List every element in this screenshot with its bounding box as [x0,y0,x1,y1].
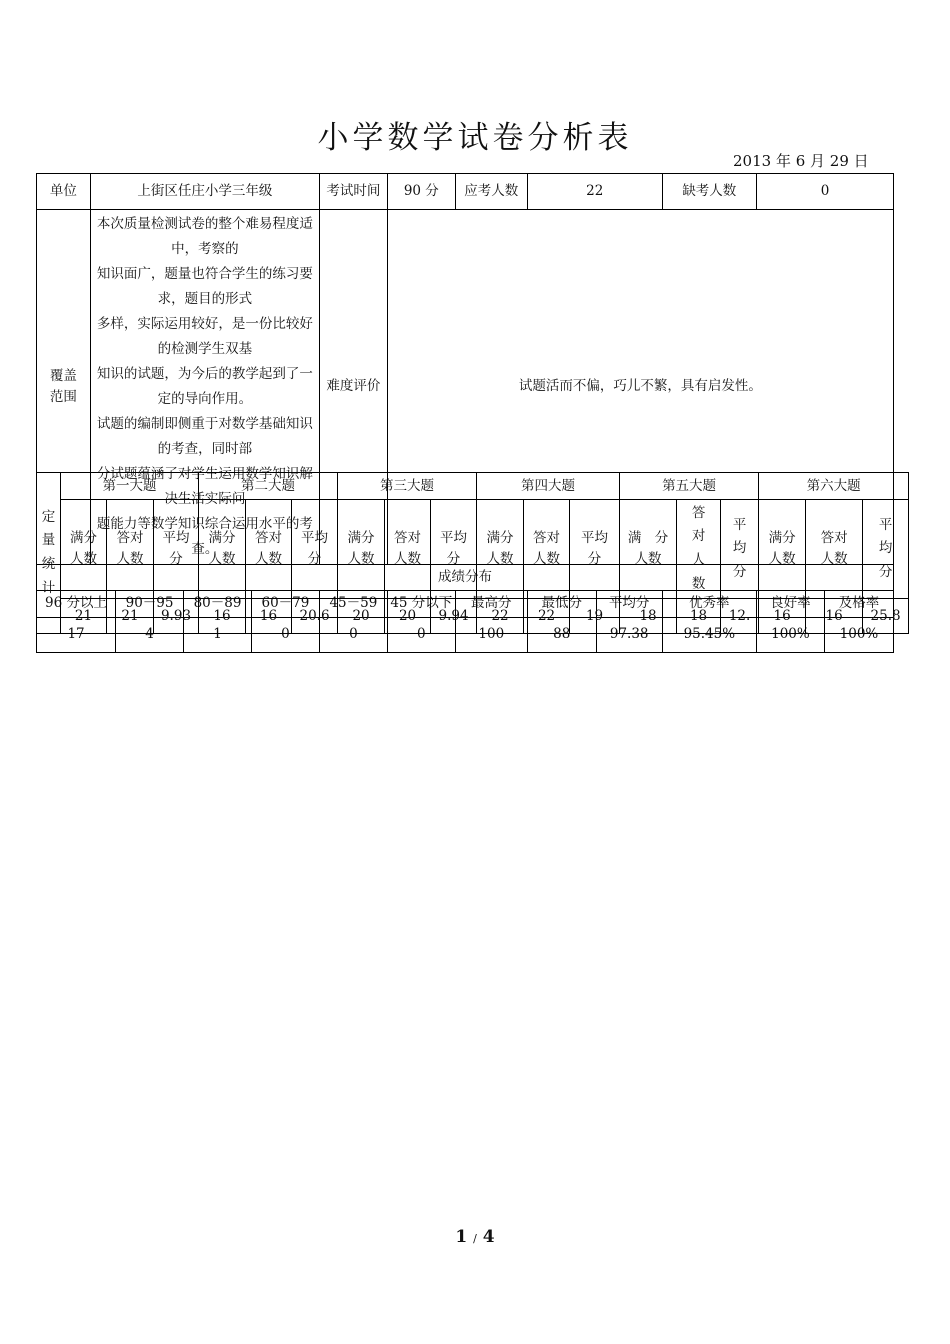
section-header: 第六大题 [759,473,909,500]
col-header-line: 分 [169,551,183,567]
quant-side-char: 量 [41,532,56,549]
score-header: 优秀率 [662,590,756,617]
score-header: 最高分 [455,590,527,617]
expected-count-label: 应考人数 [455,174,527,210]
col-header-line: 人数 [347,551,375,567]
score-header: 90－95 [116,590,184,617]
score-value: 88 [527,617,596,652]
quant-value: 20 [385,599,431,634]
quant-value: 21 [107,599,154,634]
score-distribution-heading: 成绩分布 [37,564,894,590]
col-header-line: 人数 [255,551,283,567]
col-header-line: 平 [732,516,747,533]
quant-value: 21 [61,599,107,634]
col-header-line: 人数 [533,551,561,567]
quant-value: 16 [199,599,246,634]
section-header: 第四大题 [477,473,620,500]
score-header: 平均分 [596,590,662,617]
quant-value: 16 [759,599,806,634]
unit-label: 单位 [37,174,91,210]
coverage-label-line: 覆盖 [49,367,77,384]
score-header: 及格率 [824,590,893,617]
exam-time-label: 考试时间 [319,174,387,210]
col-header-line: 答对 [255,530,283,547]
score-value: 100% [756,617,824,652]
coverage-line: 多样，实际运用较好，是一份比较好的检测学生双基 [96,315,313,357]
col-header-line: 满分 [208,530,236,547]
page-title: 小学数学试卷分析表 [317,120,633,156]
col-header-line: 人数 [208,551,236,567]
score-header: 45 分以下 [387,590,455,617]
col-header-full [477,500,524,599]
col-header-line: 人数 [394,551,422,567]
score-header: 60－79 [251,590,319,617]
col-header-line: 答对 [394,530,422,547]
col-header-line: 答对 [116,530,144,547]
difficulty-value: 试题活而不偏，巧儿不繁，具有启发性。 [387,210,893,565]
coverage-line: 题能力等数学知识综合运用水平的考查。 [96,515,313,557]
score-header: 良好率 [756,590,824,617]
col-header-line: 均 [732,540,747,557]
report-date: 2013 年 6 月 29 日 [733,152,869,170]
col-header-line: 数 [691,575,706,592]
col-header-line: 分 [307,551,322,567]
col-header-line: 人数 [116,551,144,567]
quant-value: 16 [246,599,292,634]
score-header: 96 分以上 [37,590,116,617]
col-header-line: 人数 [634,551,662,567]
quant-value: 22 [524,599,570,634]
col-header-line: 平均 [440,530,468,547]
col-header-avg [863,500,909,599]
col-header-full [620,500,677,599]
col-header-line: 人 [691,552,706,568]
col-header-line: 平均 [581,530,609,547]
section-header: 第一大题 [61,473,199,500]
col-header-line: 满分 [486,530,514,547]
quant-value: 25.8 [863,599,909,634]
col-header-line: 分 [878,563,893,580]
score-header: 45－59 [319,590,387,617]
col-header-line: 人数 [768,551,796,567]
coverage-line: 知识面广，题量也符合学生的练习要求，题目的形式 [96,265,313,307]
col-header-line: 平 [878,516,893,533]
quant-value: 16 [806,599,863,634]
score-value: 0 [387,617,455,652]
col-header-full [61,500,107,599]
col-header-line: 人数 [486,551,514,567]
quant-value: 9.93 [154,599,199,634]
page-number [0,1227,950,1247]
section-header: 第五大题 [620,473,759,500]
col-header-avg [431,500,477,599]
quant-value: 18 [620,599,677,634]
page-separator: / [473,1232,477,1245]
col-header-line: 满分 [70,530,97,547]
quant-value: 20.6 [292,599,338,634]
expected-count-value: 22 [527,174,662,210]
col-header-full [338,500,385,599]
quant-value: 22 [477,599,524,634]
score-value: 0 [251,617,319,652]
quant-value: 9.94 [431,599,477,634]
score-value: 100 [455,617,527,652]
col-header-full [199,500,246,599]
quant-value: 19 [570,599,620,634]
col-header-line: 分 [732,563,747,580]
coverage-line: 分试题蕴涵了对学生运用数学知识解决生活实际问 [96,465,313,507]
col-header-line: 答对 [820,530,848,547]
coverage-line: 知识的试题，为今后的教学起到了一定的导向作用。 [96,365,313,407]
absent-count-label: 缺考人数 [662,174,756,210]
col-header-line: 分 [587,551,602,567]
absent-count-value: 0 [756,174,893,210]
score-value: 95.45% [662,617,756,652]
coverage-line: 试题的编制即侧重于对数学基础知识的考查，同时部 [96,415,313,457]
col-header-line: 满 分 [627,530,669,547]
col-header-correct [677,500,721,599]
score-header: 最低分 [527,590,596,617]
col-header-line: 人数 [820,551,848,567]
col-header-full [759,500,806,599]
score-header: 80－89 [184,590,252,617]
quant-value: 18 [677,599,721,634]
col-header-avg [721,500,759,599]
section-header: 第二大题 [199,473,338,500]
score-value: 0 [319,617,387,652]
score-value: 97.38 [596,617,662,652]
score-value: 4 [116,617,184,652]
col-header-line: 平均 [301,530,329,547]
quant-side-label [37,473,61,634]
col-header-correct [385,500,431,599]
col-header-correct [806,500,863,599]
section-header: 第三大题 [338,473,477,500]
quant-side-char: 统 [41,556,56,572]
current-page: 1 [455,1227,468,1247]
quant-table [36,472,909,634]
coverage-label-line: 范围 [49,388,77,405]
score-value: 17 [37,617,116,652]
col-header-avg [570,500,620,599]
coverage-line: 本次质量检测试卷的整个难易程度适中，考察的 [96,216,313,257]
col-header-correct [107,500,154,599]
quant-side-char: 定 [41,508,56,525]
exam-time-value: 90 分 [387,174,455,210]
quant-value: 12. [721,599,759,634]
col-header-line: 分 [446,551,461,567]
col-header-line: 人数 [70,551,97,567]
score-value: 1 [184,617,252,652]
col-header-line: 均 [878,540,893,557]
quant-value: 20 [338,599,385,634]
difficulty-label: 难度评价 [319,210,387,565]
total-pages: 4 [482,1227,495,1247]
score-value: 100% [824,617,893,652]
unit-value: 上街区任庄小学三年级 [90,174,319,210]
col-header-avg [154,500,199,599]
col-header-line: 满分 [768,530,796,547]
col-header-line: 对 [691,528,706,545]
col-header-line: 答对 [533,530,561,547]
col-header-correct [524,500,570,599]
col-header-line: 满分 [347,530,375,547]
col-header-avg [292,500,338,599]
quant-side-char: 计 [41,579,56,596]
col-header-correct [246,500,292,599]
col-header-line: 答 [691,504,706,521]
col-header-line: 平均 [162,530,190,547]
